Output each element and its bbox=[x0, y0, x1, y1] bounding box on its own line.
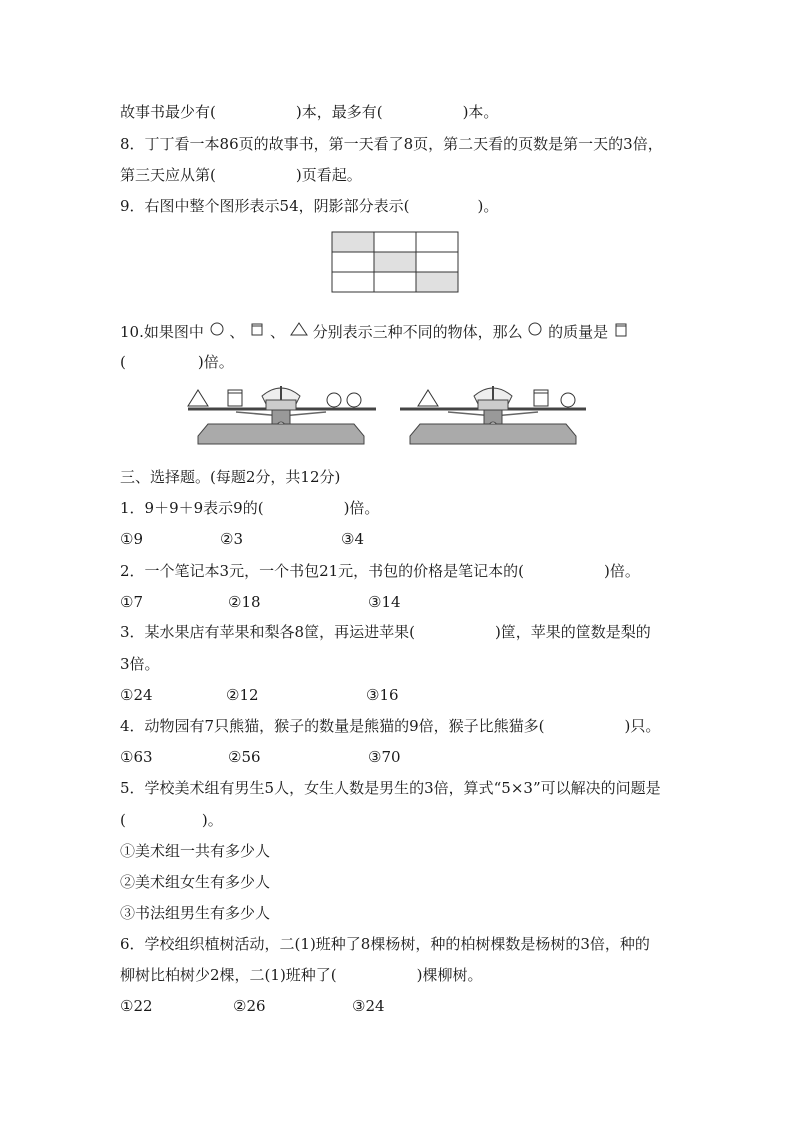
grid-cell bbox=[416, 252, 458, 272]
grid-cell bbox=[374, 272, 416, 292]
grid-cell bbox=[374, 232, 416, 252]
choice-question-3-line-2: 3倍。 bbox=[120, 655, 160, 673]
question-9 bbox=[120, 196, 498, 216]
triangle-icon bbox=[290, 322, 308, 338]
choice-question-4 bbox=[120, 716, 660, 736]
balance-scale-1 bbox=[188, 386, 376, 444]
text: )页看起。 bbox=[295, 166, 362, 184]
option-3[interactable]: ③4 bbox=[341, 530, 364, 548]
option-2[interactable]: ②18 bbox=[228, 593, 261, 611]
question-10-line-1 bbox=[120, 322, 629, 342]
choice-question-5-line-2 bbox=[120, 810, 223, 830]
text: 分别表示三种不同的物体，那么 bbox=[312, 323, 523, 341]
grid-cell-shaded bbox=[416, 272, 458, 292]
choice-question-2 bbox=[120, 561, 640, 581]
option-2[interactable]: ②56 bbox=[228, 748, 261, 766]
text: 10.如果图中 bbox=[120, 323, 204, 341]
grid-cell-shaded bbox=[374, 252, 416, 272]
option-1[interactable]: ①24 bbox=[120, 686, 153, 704]
text: )倍。 bbox=[604, 562, 640, 580]
grid-cell bbox=[332, 252, 374, 272]
balance-scale-2 bbox=[400, 386, 586, 444]
option-1[interactable]: ①9 bbox=[120, 530, 143, 548]
text: 2．一个笔记本3元，一个书包21元，书包的价格是笔记本的( bbox=[120, 562, 525, 580]
text: 柳树比柏树少2棵，二(1)班种了( bbox=[120, 966, 337, 984]
option-1[interactable]: ①美术组一共有多少人 bbox=[120, 842, 271, 860]
option-3[interactable]: ③14 bbox=[368, 593, 401, 611]
text: ( bbox=[120, 353, 126, 371]
text: 3．某水果店有苹果和梨各8筐，再运进苹果( bbox=[120, 623, 415, 641]
question-8-line-1: 8．丁丁看一本86页的故事书，第一天看了8页，第二天看的页数是第一天的3倍， bbox=[120, 135, 663, 153]
text: 故事书最少有( bbox=[120, 103, 216, 121]
circle-icon bbox=[209, 322, 225, 338]
option-2[interactable]: ②12 bbox=[226, 686, 259, 704]
circle-icon bbox=[527, 322, 543, 338]
balance-scales-figure bbox=[186, 378, 586, 450]
q7-continuation-line bbox=[120, 102, 498, 122]
text: 1．9＋9＋9表示9的( bbox=[120, 499, 264, 517]
option-3[interactable]: ③书法组男生有多少人 bbox=[120, 904, 271, 922]
section-3-heading: 三、选择题。(每题2分，共12分) bbox=[120, 468, 341, 486]
text: 、 bbox=[229, 323, 245, 341]
fraction-grid-figure bbox=[331, 231, 459, 293]
text: )筐，苹果的筐数是梨的 bbox=[494, 623, 651, 641]
text: )本，最多有( bbox=[295, 103, 383, 121]
text: )倍。 bbox=[343, 499, 380, 517]
option-2[interactable]: ②美术组女生有多少人 bbox=[120, 873, 271, 891]
text: )。 bbox=[477, 197, 499, 215]
question-10-line-2 bbox=[120, 352, 234, 372]
option-2[interactable]: ②26 bbox=[233, 997, 266, 1015]
choice-question-6-line-2 bbox=[120, 965, 483, 985]
text: 第三天应从第( bbox=[120, 166, 216, 184]
option-3[interactable]: ③70 bbox=[368, 748, 401, 766]
text: )棵柳树。 bbox=[416, 966, 483, 984]
grid-cell bbox=[332, 272, 374, 292]
text: )只。 bbox=[624, 717, 661, 735]
text: 4．动物园有7只熊猫，猴子的数量是熊猫的9倍，猴子比熊猫多( bbox=[120, 717, 545, 735]
choice-question-5-line-1: 5．学校美术组有男生5人，女生人数是男生的3倍，算式“5×3”可以解决的问题是 bbox=[120, 779, 661, 797]
cylinder-icon bbox=[613, 322, 629, 338]
question-8-line-2 bbox=[120, 165, 362, 185]
text: 、 bbox=[270, 323, 286, 341]
grid-cell-shaded bbox=[332, 232, 374, 252]
option-1[interactable]: ①7 bbox=[120, 593, 143, 611]
option-1[interactable]: ①22 bbox=[120, 997, 153, 1015]
choice-question-6-line-1: 6．学校组织植树活动，二(1)班种了8棵杨树，种的柏树棵数是杨树的3倍，种的 bbox=[120, 935, 650, 953]
text: )。 bbox=[201, 811, 223, 829]
option-3[interactable]: ③16 bbox=[366, 686, 399, 704]
choice-question-3-line-1 bbox=[120, 622, 651, 642]
text: )倍。 bbox=[197, 353, 234, 371]
text: )本。 bbox=[462, 103, 499, 121]
option-3[interactable]: ③24 bbox=[352, 997, 385, 1015]
text: 的质量是 bbox=[548, 323, 609, 341]
choice-question-1 bbox=[120, 498, 379, 518]
option-1[interactable]: ①63 bbox=[120, 748, 153, 766]
grid-cell bbox=[416, 232, 458, 252]
cylinder-icon bbox=[249, 322, 265, 338]
text: ( bbox=[120, 811, 126, 829]
option-2[interactable]: ②3 bbox=[220, 530, 243, 548]
text: 9．右图中整个图形表示54，阴影部分表示( bbox=[120, 197, 410, 215]
